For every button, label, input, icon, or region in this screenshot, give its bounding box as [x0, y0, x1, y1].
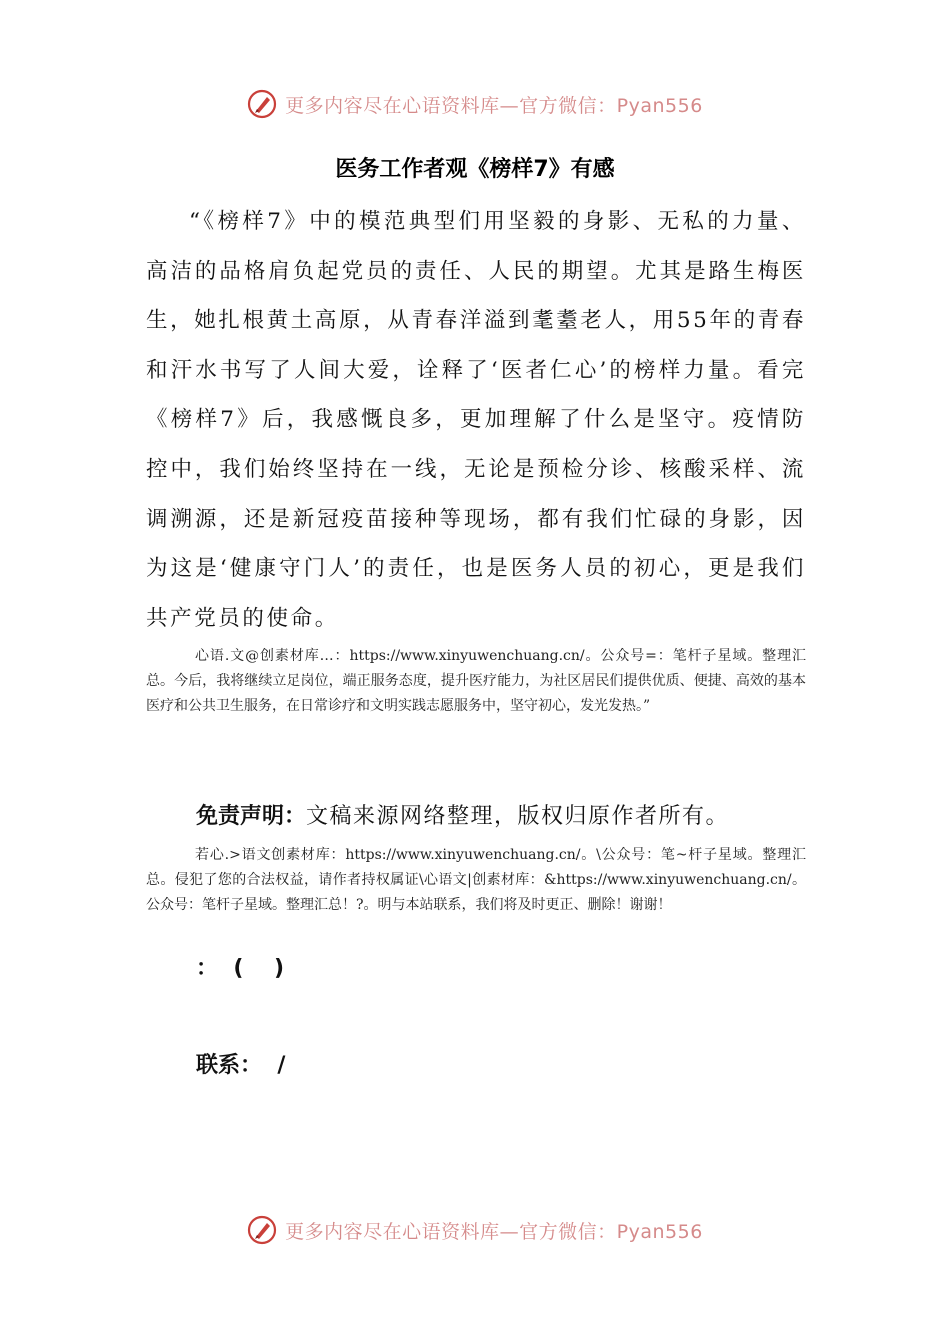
- body-paragraph: “《榜样7》中的模范典型们用坚毅的身影、无私的力量、高洁的品格肩负起党员的责任、人民的期望。尤其是路生梅医生，她扎根黄土高原，从青春洋溢到耄耋老人，用55年的青春和汗水书写了人间大爱，诠释了‘医者仁心’的榜样力量。看完《榜样7》后，我感慨良多，更加理解了什么是坚守。疫情防控中，我们始终坚持在一线，无论是预检分诊、核酸采样、流调溯源，还是新冠疫苗接种等现场，都有我们忙碌的身影，因为这是‘健康守门人’的责任，也是医务人员的初心，更是我们共产党员的使命。: [146, 209, 806, 631]
- disclaimer: [196, 799, 816, 830]
- pen-logo-icon: [247, 1215, 277, 1245]
- banner-handle: Pyan556: [616, 94, 703, 117]
- footer-banner: [0, 1208, 950, 1252]
- header-banner: [0, 82, 950, 126]
- small-note-2: 若心.>语文创素材库：https://www.xinyuwenchuang.cn/。\公众号：笔~杆子星域。整理汇总。侵犯了您的合法权益，请作者持权属证\心语文|创素材库：&https://www.xinyuwenchuang.cn/。公众号：笔杆子星域。整理汇总！?。明与本站联系，我们将及时更正、删除！谢谢！: [146, 847, 806, 913]
- document-title: 医务工作者观《榜样7》有感: [335, 157, 615, 182]
- small-note-1: 心语.文@创素材库…：https://www.xinyuwenchuang.cn/。公众号=：笔杆子星域。整理汇总。今后，我将继续立足岗位，端正服务态度，提升医疗能力，为社区居民们提供优质、便捷、高效的基本医疗和公共卫生服务，在日常诊疗和文明实践志愿服务中，坚守初心，发光发热。”: [146, 648, 806, 714]
- disclaimer-text: 文稿来源网络整理，版权归原作者所有。: [306, 804, 730, 829]
- banner-handle: Pyan556: [616, 1220, 703, 1243]
- banner-text: 更多内容尽在心语资料库—官方微信：Pyan556: [285, 1220, 703, 1243]
- banner-text: 更多内容尽在心语资料库—官方微信：Pyan556: [285, 94, 703, 117]
- disclaimer-label: 免责声明：: [196, 804, 307, 829]
- contact-line: 联系： /: [196, 1053, 286, 1078]
- paren-line: ： ( ): [196, 956, 285, 981]
- pen-logo-icon: [247, 89, 277, 119]
